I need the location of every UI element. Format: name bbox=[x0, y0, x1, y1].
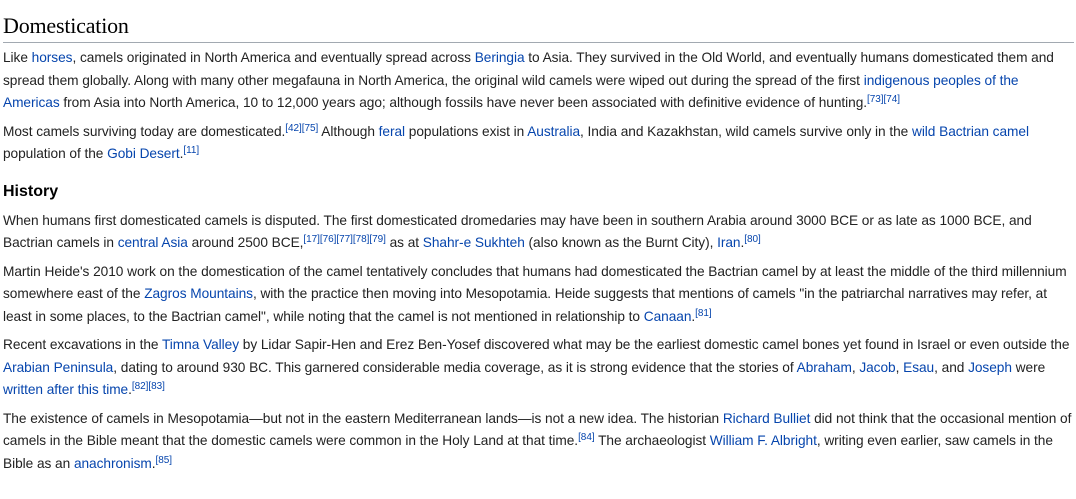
link-iran[interactable]: Iran bbox=[717, 235, 741, 250]
text-run: Most camels surviving today are domesticated. bbox=[3, 123, 286, 139]
text-run: populations exist in bbox=[405, 123, 528, 139]
text-run: population of the bbox=[3, 146, 108, 161]
text-run: Although bbox=[318, 123, 379, 139]
citation-link-74[interactable]: [74] bbox=[883, 94, 901, 105]
citation-link-82[interactable]: [82] bbox=[131, 381, 149, 392]
citation-ref bbox=[285, 123, 301, 134]
article-content bbox=[0, 13, 1076, 475]
link-indigenous-peoples-of-the-americas[interactable]: indigenous peoples of the Americas bbox=[3, 72, 1019, 110]
text-run: , and bbox=[934, 359, 969, 375]
link-beringia[interactable]: Beringia bbox=[474, 50, 525, 65]
text-run: Like bbox=[3, 50, 32, 65]
citation-link-75[interactable]: [75] bbox=[301, 122, 319, 134]
text-run: , bbox=[851, 359, 860, 375]
text-run: , dating to around 930 BC. This garnered considerable media coverage, as it is strong evidence that the stories of bbox=[113, 359, 797, 375]
citation-ref bbox=[695, 308, 711, 319]
citation-link-42[interactable]: [42] bbox=[285, 122, 302, 134]
paragraph bbox=[3, 408, 1074, 476]
citation-ref bbox=[303, 234, 319, 245]
citation-ref bbox=[353, 234, 369, 245]
text-run: , camels originated in North America and eventually spread across bbox=[72, 50, 475, 65]
text-run: as at bbox=[385, 235, 423, 250]
citation-link-79[interactable]: [79] bbox=[369, 234, 386, 245]
text-run: did not think that the occasional mention of camels in the Bible meant that the domestic camels were common in the Holy Land at that time. bbox=[3, 410, 1072, 448]
text-run: , writing even earlier, saw camels in the Bible as an bbox=[3, 433, 1053, 471]
link-william-f-albright[interactable]: William F. Albright bbox=[709, 433, 817, 448]
text-run: When humans first domesticated camels is disputed. The first domesticated dromedaries may have been in southern Arabia around 3000 BCE or as late as 1000 BCE, and Bactrian camels in bbox=[3, 212, 1032, 250]
text-run: . bbox=[691, 308, 696, 324]
link-australia[interactable]: Australia bbox=[527, 123, 581, 139]
text-run: . bbox=[151, 455, 156, 471]
paragraph bbox=[3, 261, 1074, 329]
section-heading-domestication: Domestication bbox=[3, 13, 1074, 43]
link-timna-valley[interactable]: Timna Valley bbox=[162, 337, 239, 352]
citation-ref bbox=[884, 94, 900, 105]
citation-ref bbox=[148, 381, 164, 392]
text-run: (also known as the Burnt City), bbox=[524, 235, 718, 250]
subsection-heading-history: History bbox=[3, 182, 59, 200]
link-arabian-peninsula[interactable]: Arabian Peninsula bbox=[3, 359, 114, 375]
text-run: from Asia into North America, 10 to 12,000 years ago; although fossils have never been associated with definitive evidence of hunting. bbox=[59, 95, 868, 110]
citation-link-76[interactable]: [76] bbox=[319, 234, 337, 245]
text-run: , with the practice then moving into Mesopotamia. Heide suggests that mentions of camels "in the patriarchal narratives may refer, at least in some places, to the Bactrian camel", while noting that the camel is not mentioned in relationship to bbox=[3, 286, 1047, 324]
link-jacob[interactable]: Jacob bbox=[859, 359, 896, 375]
citation-link-77[interactable]: [77] bbox=[336, 234, 353, 245]
link-shahr-e-sukhteh[interactable]: Shahr-e Sukhteh bbox=[422, 235, 525, 250]
paragraph bbox=[3, 210, 1074, 255]
link-esau[interactable]: Esau bbox=[903, 359, 935, 375]
text-run: . bbox=[179, 146, 184, 161]
citation-link-85[interactable]: [85] bbox=[155, 454, 172, 466]
paragraph bbox=[3, 47, 1074, 115]
citation-link-80[interactable]: [80] bbox=[744, 234, 761, 245]
link-anachronism[interactable]: anachronism bbox=[73, 455, 152, 471]
link-feral[interactable]: feral bbox=[378, 123, 406, 139]
text-run: . bbox=[128, 382, 132, 397]
citation-ref bbox=[320, 234, 336, 245]
text-run: , bbox=[895, 359, 904, 375]
text-run: , India and Kazakhstan, wild camels survive only in the bbox=[580, 123, 912, 139]
citation-ref bbox=[369, 234, 385, 245]
text-run: . bbox=[740, 235, 745, 250]
link-wild-bactrian-camel[interactable]: wild Bactrian camel bbox=[911, 123, 1029, 139]
text-run: Recent excavations in the bbox=[3, 337, 162, 352]
citation-link-78[interactable]: [78] bbox=[352, 234, 370, 245]
citation-ref bbox=[578, 432, 594, 443]
link-central-asia[interactable]: central Asia bbox=[117, 235, 188, 250]
text-run: around 2500 BCE, bbox=[187, 235, 304, 250]
citation-link-73[interactable]: [73] bbox=[867, 94, 884, 105]
link-canaan[interactable]: Canaan bbox=[643, 308, 692, 324]
text-run: were bbox=[1011, 359, 1046, 375]
citation-ref bbox=[132, 381, 148, 392]
citation-ref bbox=[183, 145, 199, 156]
citation-link-11[interactable]: [11] bbox=[183, 145, 200, 156]
text-run: Martin Heide's 2010 work on the domestication of the camel tentatively concludes that humans had domesticated the Bactrian camel by at least the middle of the third millennium somewhere east of the bbox=[3, 263, 1067, 301]
link-horses[interactable]: horses bbox=[31, 50, 73, 65]
citation-ref bbox=[336, 234, 352, 245]
link-richard-bulliet[interactable]: Richard Bulliet bbox=[722, 410, 811, 426]
paragraph bbox=[3, 121, 1074, 166]
link-joseph[interactable]: Joseph bbox=[968, 359, 1012, 375]
citation-ref bbox=[156, 455, 172, 466]
paragraph bbox=[3, 334, 1074, 402]
citation-link-17[interactable]: [17] bbox=[303, 234, 320, 245]
citation-link-83[interactable]: [83] bbox=[148, 381, 165, 392]
citation-link-81[interactable]: [81] bbox=[695, 307, 712, 319]
link-gobi-desert[interactable]: Gobi Desert bbox=[107, 146, 180, 161]
text-run: The archaeologist bbox=[594, 433, 710, 448]
link-written-after-this-time[interactable]: written after this time bbox=[3, 382, 129, 397]
link-zagros-mountains[interactable]: Zagros Mountains bbox=[144, 286, 253, 301]
text-run: to Asia. They survived in the Old World, and eventually humans domesticated them and spread them globally. Along with many other megafauna in North America, the original wild camels were wiped out during the spread of the first bbox=[3, 50, 1054, 88]
text-run: The existence of camels in Mesopotamia—but not in the eastern Mediterranean lands—is not a new idea. The historian bbox=[3, 410, 723, 426]
citation-ref bbox=[302, 123, 318, 134]
citation-ref bbox=[867, 94, 883, 105]
link-abraham[interactable]: Abraham bbox=[796, 359, 852, 375]
text-run: by Lidar Sapir-Hen and Erez Ben-Yosef discovered what may be the earliest domestic camel bones yet found in Israel or even outside the bbox=[239, 337, 1070, 352]
citation-ref bbox=[744, 234, 760, 245]
citation-link-84[interactable]: [84] bbox=[578, 432, 595, 443]
